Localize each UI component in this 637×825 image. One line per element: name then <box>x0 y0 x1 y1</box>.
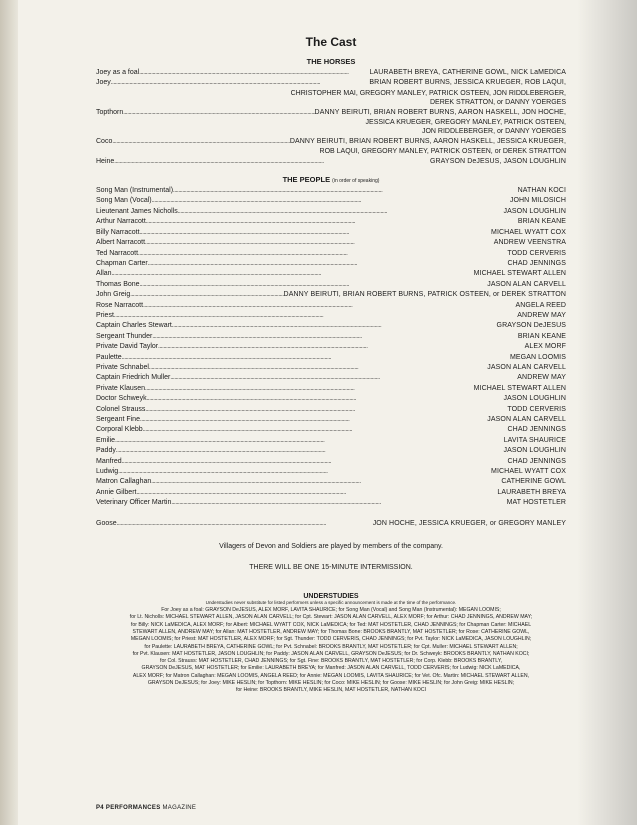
understudy-line: GRAYSON DeJESUS; for Joey: MIKE HESLIN; for Topthorn: MIKE HESLIN; for Coco: MIKE HESLIN; for Goose: MIKE HESLIN; for John Greig: MIKE HESLIN; <box>147 680 515 687</box>
understudy-line: for Heine: BROOKS BRANTLY, MIKE HESLIN, MAT HOSTETLER, NATHAN KOCI <box>235 687 427 694</box>
understudy-line: for Billy: NICK LaMEDICA, ALEX MORF; for Albert: MICHAEL WYATT COX, NICK LaMEDICA; for Ted: MAT HOSTETLER, CHAD JENNINGS; for Chapman Carter: MICHAEL <box>130 621 532 628</box>
performer-names: ANGELA REED <box>515 301 566 309</box>
role-name: Chapman Carter <box>96 259 148 267</box>
role-name: Goose <box>96 519 117 527</box>
cast-row <box>96 363 566 373</box>
cast-row <box>96 477 566 487</box>
cast-page <box>96 0 566 825</box>
role-name: Lieutenant James Nicholls <box>96 207 178 215</box>
role-name: Priest <box>96 311 114 319</box>
page-left-edge <box>0 0 18 825</box>
cast-row <box>96 446 566 456</box>
performer-names: ANDREW MAY <box>517 374 566 382</box>
role-name: Joey <box>96 79 111 87</box>
performer-names: MICHAEL WYATT COX <box>491 468 566 476</box>
horses-list <box>96 68 566 167</box>
role-name: Annie Gilbert <box>96 488 137 496</box>
page-footer <box>96 805 196 811</box>
role-name: Allan <box>96 270 112 278</box>
role-name: Paddy <box>96 447 116 455</box>
cast-row <box>96 321 566 331</box>
page-fold-shadow <box>577 0 637 825</box>
cast-row <box>96 290 566 300</box>
performer-names: MAT HOSTETLER <box>506 499 566 507</box>
cast-row <box>96 259 566 269</box>
intermission-note: THERE WILL BE ONE 15-MINUTE INTERMISSION. <box>249 564 413 572</box>
cast-row <box>96 467 566 477</box>
role-name: Rose Narracott <box>96 301 144 309</box>
understudy-line: for Col. Strauss: MAT HOSTETLER, CHAD JENNINGS; for Sgt. Fine: BROOKS BRANTLY, MAT HOSTETLER; for Corp. Klebb: BROOKS BRANTLY, <box>160 658 502 665</box>
performer-names: BRIAN KEANE <box>517 218 566 226</box>
cast-row <box>96 425 566 435</box>
role-name: Ludwig <box>96 468 119 476</box>
role-name: Heine <box>96 157 115 165</box>
performer-names: BRIAN ROBERT BURNS, JESSICA KRUEGER, ROB LAQUI, <box>369 79 566 87</box>
performer-names: CATHERINE GOWL <box>501 478 566 486</box>
understudy-line: ALEX MORF; for Matron Callaghan: MEGAN LOOMIS, ANGELA REED; for Annie: MEGAN LOOMIS, LAVITA SHAURICE; for Vet. Ofc. Martin: MICHAEL STEWART ALLEN, <box>132 672 530 679</box>
performer-names: CHAD JENNINGS <box>507 457 566 465</box>
role-name: Sergeant Fine <box>96 416 140 423</box>
performer-names: JASON ALAN CARVELL <box>487 416 566 423</box>
understudy-line: GRAYSON DeJESUS, MAT HOSTETLER; for Emilie: LAURABETH BREYA; for Manfred: JASON ALAN CARVELL, TODD CERVERIS; for Ludwig: NICK LaMEDICA, <box>141 665 521 672</box>
understudy-line: MEGAN LOOMIS; for Priest: MAT HOSTETLER, ALEX MORF; for Sgt. Thunder: TODD CERVERIS, CHAD JENNINGS; for Pvt. Taylor: NICK LaMEDICA, JASON LOUGHLIN; <box>130 636 532 643</box>
cast-row <box>96 311 566 321</box>
cast-row <box>96 415 566 425</box>
performer-names-continued: DEREK STRATTON, or DANNY YOERGES <box>429 99 566 107</box>
cast-row <box>96 249 566 259</box>
performer-names: ALEX MORF <box>524 343 566 351</box>
role-name: Thomas Bone <box>96 280 140 288</box>
understudy-line: for Paulette: LAURABETH BREYA, CATHERINE GOWL; for Pvt. Schnabel: BROOKS BRANTLY, MAT HOSTETLER; for Cpt. Muller: MICHAEL STEWART ALLEN; <box>144 643 518 650</box>
performer-names: JON HOCHE, JESSICA KRUEGER, or GREGORY MANLEY <box>372 519 566 527</box>
cast-row <box>96 217 566 227</box>
cast-row <box>96 373 566 383</box>
cast-row <box>96 488 566 498</box>
performer-names: MICHAEL WYATT COX <box>491 228 566 236</box>
performer-names-continued: ROB LAQUI, GREGORY MANLEY, PATRICK OSTEEN, or DEREK STRATTON <box>319 148 566 156</box>
role-name: Song Man (Vocal) <box>96 197 152 205</box>
role-name: Private David Taylor <box>96 343 159 351</box>
role-name: Colonel Strauss <box>96 405 146 413</box>
performer-names: JOHN MILOSICH <box>509 197 566 205</box>
performer-names: JASON LOUGHLIN <box>503 395 566 403</box>
understudy-line: STEWART ALLEN, ANDREW MAY; for Allan: MAT HOSTETLER, ANDREW MAY; for Thomas Bone: BROOKS BRANTLY, MAT HOSTETLER; for Rose: CATHERINE GOWL, <box>132 628 530 635</box>
people-heading-text: THE PEOPLE <box>282 175 331 185</box>
page-title: The Cast <box>305 35 357 49</box>
cast-row <box>96 405 566 415</box>
understudies-text <box>96 607 566 695</box>
performer-names-continued: CHRISTOPHER MAI, GREGORY MANLEY, PATRICK OSTEEN, JON RIDDLEBERGER, <box>290 89 566 97</box>
role-name: Veterinary Officer Martin <box>96 499 172 507</box>
role-name: Billy Narracott <box>96 228 140 236</box>
understudies-note: Understudies never substitute for listed performers unless a specific announcement is made at the time of the performance. <box>205 600 457 606</box>
cast-row <box>96 384 566 394</box>
villagers-note: Villagers of Devon and Soldiers are played by members of the company. <box>219 543 443 551</box>
cast-row <box>96 332 566 342</box>
cast-row <box>96 342 566 352</box>
role-name: Matron Callaghan <box>96 478 152 486</box>
cast-row <box>96 157 566 167</box>
performer-names: BRIAN KEANE <box>517 332 566 340</box>
role-name: Captain Friedrich Muller <box>96 374 171 382</box>
performer-names: MEGAN LOOMIS <box>509 353 566 361</box>
performer-names: DANNY BEIRUTI, BRIAN ROBERT BURNS, AARON HASKELL, JESSICA KRUEGER, <box>289 137 566 145</box>
cast-row <box>96 68 566 78</box>
performer-names-continued: JESSICA KRUEGER, GREGORY MANLEY, PATRICK OSTEEN, <box>365 119 566 127</box>
performer-names: JASON ALAN CARVELL <box>487 363 566 371</box>
role-name: Topthorn <box>96 108 124 116</box>
performer-names: GRAYSON DeJESUS <box>496 322 566 330</box>
understudy-line: for Pvt. Klausen: MAT HOSTETLER, JASON LOUGHLIN; for Paddy: JASON ALAN CARVELL, GRAYSON DeJESUS; for Dr. Schweyk: BROOKS BRANTLY, NATHAN KOCI; <box>132 650 530 657</box>
performer-names: LAURABETH BREYA <box>497 488 566 496</box>
performer-names: CHAD JENNINGS <box>507 259 566 267</box>
cast-row <box>96 186 566 196</box>
performer-names: JASON LOUGHLIN <box>503 207 566 215</box>
role-name: Coco <box>96 137 113 145</box>
performer-names: JASON LOUGHLIN <box>503 447 566 455</box>
role-name: Ted Narracott <box>96 249 139 257</box>
role-name: Corporal Klebb <box>96 426 143 434</box>
role-name: Doctor Schweyk <box>96 395 147 403</box>
performer-names: CHAD JENNINGS <box>507 426 566 434</box>
role-name: John Greig <box>96 291 131 299</box>
performer-names: JASON ALAN CARVELL <box>487 280 566 288</box>
cast-row <box>96 108 566 118</box>
cast-row <box>96 238 566 248</box>
people-subheading: (in order of speaking) <box>332 178 380 185</box>
role-name: Private Schnabel <box>96 363 149 371</box>
role-name: Sergeant Thunder <box>96 332 153 340</box>
magazine-suffix: MAGAZINE <box>162 805 197 811</box>
role-name: Song Man (Instrumental) <box>96 187 174 195</box>
role-name: Albert Narracott <box>96 239 146 247</box>
role-name: Private Klausen <box>96 384 146 392</box>
performer-names: LAVITA SHAURICE <box>503 436 566 444</box>
performer-names: LAURABETH BREYA, CATHERINE GOWL, NICK LaMEDICA <box>369 69 566 76</box>
magazine-name: PERFORMANCES <box>105 805 161 811</box>
cast-row <box>96 353 566 363</box>
performer-names: TODD CERVERIS <box>507 405 566 413</box>
performer-names: NATHAN KOCI <box>517 187 566 195</box>
cast-row <box>96 196 566 206</box>
goose-row <box>96 519 566 529</box>
cast-row <box>96 436 566 446</box>
page-number: P4 <box>96 805 104 811</box>
understudy-line: for Lt. Nicholls: MICHAEL STEWART ALLEN, JASON ALAN CARVELL; for Cpt. Stewart: JASON ALAN CARVELL, ALEX MORF; for Arthur: CHAD JENNINGS, ANDREW MAY; <box>129 614 533 621</box>
cast-row <box>96 457 566 467</box>
performer-names: DANNY BEIRUTI, BRIAN ROBERT BURNS, AARON HASKELL, JON HOCHE, <box>314 108 566 116</box>
performer-names: ANDREW MAY <box>517 311 566 319</box>
performer-names-continued: JON RIDDLEBERGER, or DANNY YOERGES <box>421 128 566 136</box>
role-name: Captain Charles Stewart <box>96 322 172 330</box>
understudy-line: For Joey as a foal: GRAYSON DeJESUS, ALEX MORF, LAVITA SHAURICE; for Song Man (Vocal) and Song Man (Instrumental): MEGAN LOOMIS; <box>161 607 501 614</box>
role-name: Arthur Narracott <box>96 218 146 226</box>
performer-names: MICHAEL STEWART ALLEN <box>473 384 566 392</box>
people-list <box>96 186 566 509</box>
cast-row <box>96 280 566 290</box>
role-name: Paulette <box>96 353 122 361</box>
performer-names: TODD CERVERIS <box>507 249 566 257</box>
role-name: Emilie <box>96 436 116 444</box>
cast-row <box>96 269 566 279</box>
people-heading <box>96 175 566 184</box>
cast-row <box>96 498 566 508</box>
cast-row <box>96 78 566 88</box>
understudies-heading: UNDERSTUDIES <box>303 593 359 601</box>
role-name: Joey as a foal <box>96 69 140 76</box>
performer-names: MICHAEL STEWART ALLEN <box>473 270 566 278</box>
role-name: Manfred <box>96 457 122 465</box>
cast-row <box>96 207 566 217</box>
performer-names: DANNY BEIRUTI, BRIAN ROBERT BURNS, PATRICK OSTEEN, or DEREK STRATTON <box>283 291 566 299</box>
performer-names: GRAYSON DeJESUS, JASON LOUGHLIN <box>429 157 566 165</box>
cast-row <box>96 301 566 311</box>
cast-row <box>96 137 566 147</box>
horses-heading: THE HORSES <box>306 57 356 66</box>
performer-names: ANDREW VEENSTRA <box>493 239 566 247</box>
cast-row <box>96 394 566 404</box>
cast-row <box>96 228 566 238</box>
